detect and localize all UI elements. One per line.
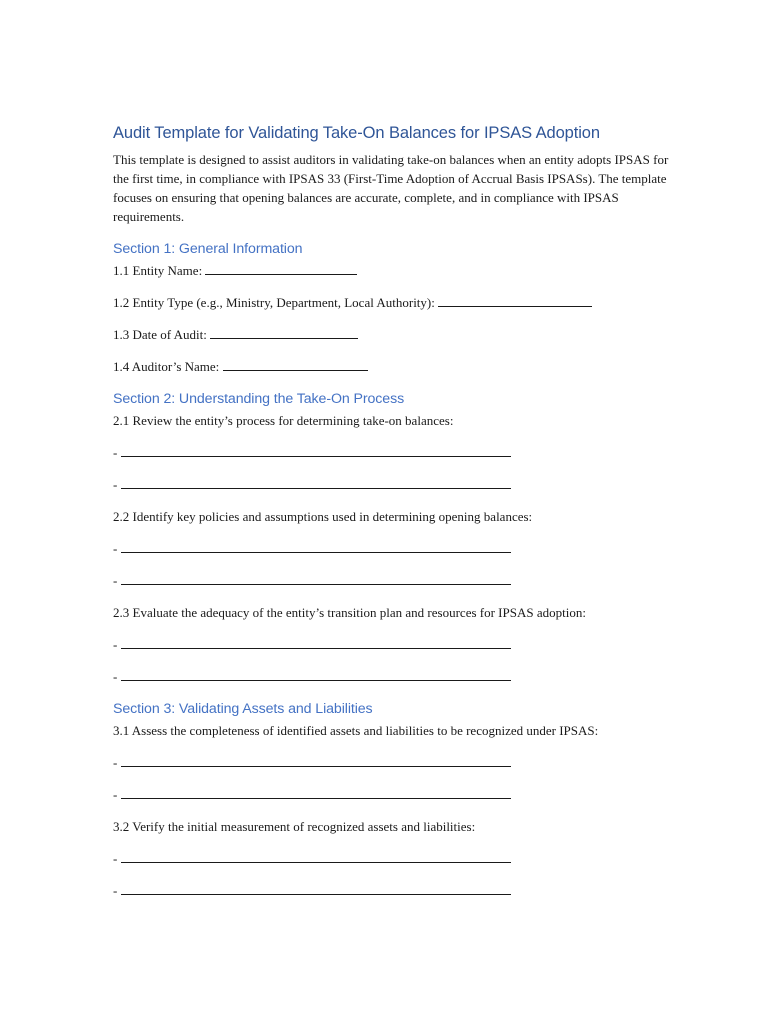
entity-name-blank[interactable] xyxy=(205,263,357,275)
answer-blank[interactable] xyxy=(121,445,511,457)
answer-dash: - xyxy=(113,637,118,652)
date-of-audit-blank[interactable] xyxy=(210,327,358,339)
answer-line xyxy=(113,753,673,772)
answer-line xyxy=(113,667,673,686)
answer-dash: - xyxy=(113,883,118,898)
answer-blank[interactable] xyxy=(121,637,511,649)
field-label: 1.2 Entity Type (e.g., Ministry, Department, Local Authority): xyxy=(113,295,435,310)
auditor-name-blank[interactable] xyxy=(223,359,368,371)
question-3-1: 3.1 Assess the completeness of identified assets and liabilities to be recognized under IPSAS: xyxy=(113,723,599,738)
field-entity-name xyxy=(113,261,673,280)
answer-line xyxy=(113,539,673,558)
field-label: 1.1 Entity Name: xyxy=(113,263,203,278)
answer-dash: - xyxy=(113,755,118,770)
answer-blank[interactable] xyxy=(121,541,511,553)
answer-line xyxy=(113,849,673,868)
answer-line xyxy=(113,881,673,900)
document-page xyxy=(113,124,673,900)
document-title: Audit Template for Validating Take-On Balances for IPSAS Adoption xyxy=(113,124,600,142)
question-2-2: 2.2 Identify key policies and assumptions used in determining opening balances: xyxy=(113,509,533,524)
intro-paragraph: This template is designed to assist auditors in validating take-on balances when an entity adopts IPSAS for the first time, in compliance with IPSAS 33 (First-Time Adoption of Accrual Basis IPSASs). The template focuses on ensuring that opening balances are accurate, complete, and in compliance with IPSAS requirements. xyxy=(113,152,669,224)
answer-line xyxy=(113,785,673,804)
question-3-2: 3.2 Verify the initial measurement of recognized assets and liabilities: xyxy=(113,819,476,834)
answer-dash: - xyxy=(113,573,118,588)
section-1-heading: Section 1: General Information xyxy=(113,241,303,257)
field-label: 1.3 Date of Audit: xyxy=(113,327,207,342)
answer-blank[interactable] xyxy=(121,477,511,489)
answer-blank[interactable] xyxy=(121,669,511,681)
answer-dash: - xyxy=(113,787,118,802)
answer-dash: - xyxy=(113,445,118,460)
answer-blank[interactable] xyxy=(121,787,511,799)
field-date-of-audit xyxy=(113,325,673,344)
answer-dash: - xyxy=(113,851,118,866)
section-3-heading: Section 3: Validating Assets and Liabilities xyxy=(113,701,373,717)
answer-blank[interactable] xyxy=(121,573,511,585)
entity-type-blank[interactable] xyxy=(438,295,592,307)
answer-blank[interactable] xyxy=(121,851,511,863)
answer-dash: - xyxy=(113,541,118,556)
field-entity-type xyxy=(113,293,673,312)
answer-dash: - xyxy=(113,477,118,492)
answer-line xyxy=(113,571,673,590)
answer-line xyxy=(113,443,673,462)
question-2-1: 2.1 Review the entity’s process for determining take-on balances: xyxy=(113,413,454,428)
answer-blank[interactable] xyxy=(121,883,511,895)
answer-line xyxy=(113,475,673,494)
field-label: 1.4 Auditor’s Name: xyxy=(113,359,220,374)
section-2-heading: Section 2: Understanding the Take-On Process xyxy=(113,391,405,407)
answer-blank[interactable] xyxy=(121,755,511,767)
answer-line xyxy=(113,635,673,654)
field-auditor-name xyxy=(113,357,673,376)
question-2-3: 2.3 Evaluate the adequacy of the entity’s transition plan and resources for IPSAS adoption: xyxy=(113,605,586,620)
answer-dash: - xyxy=(113,669,118,684)
